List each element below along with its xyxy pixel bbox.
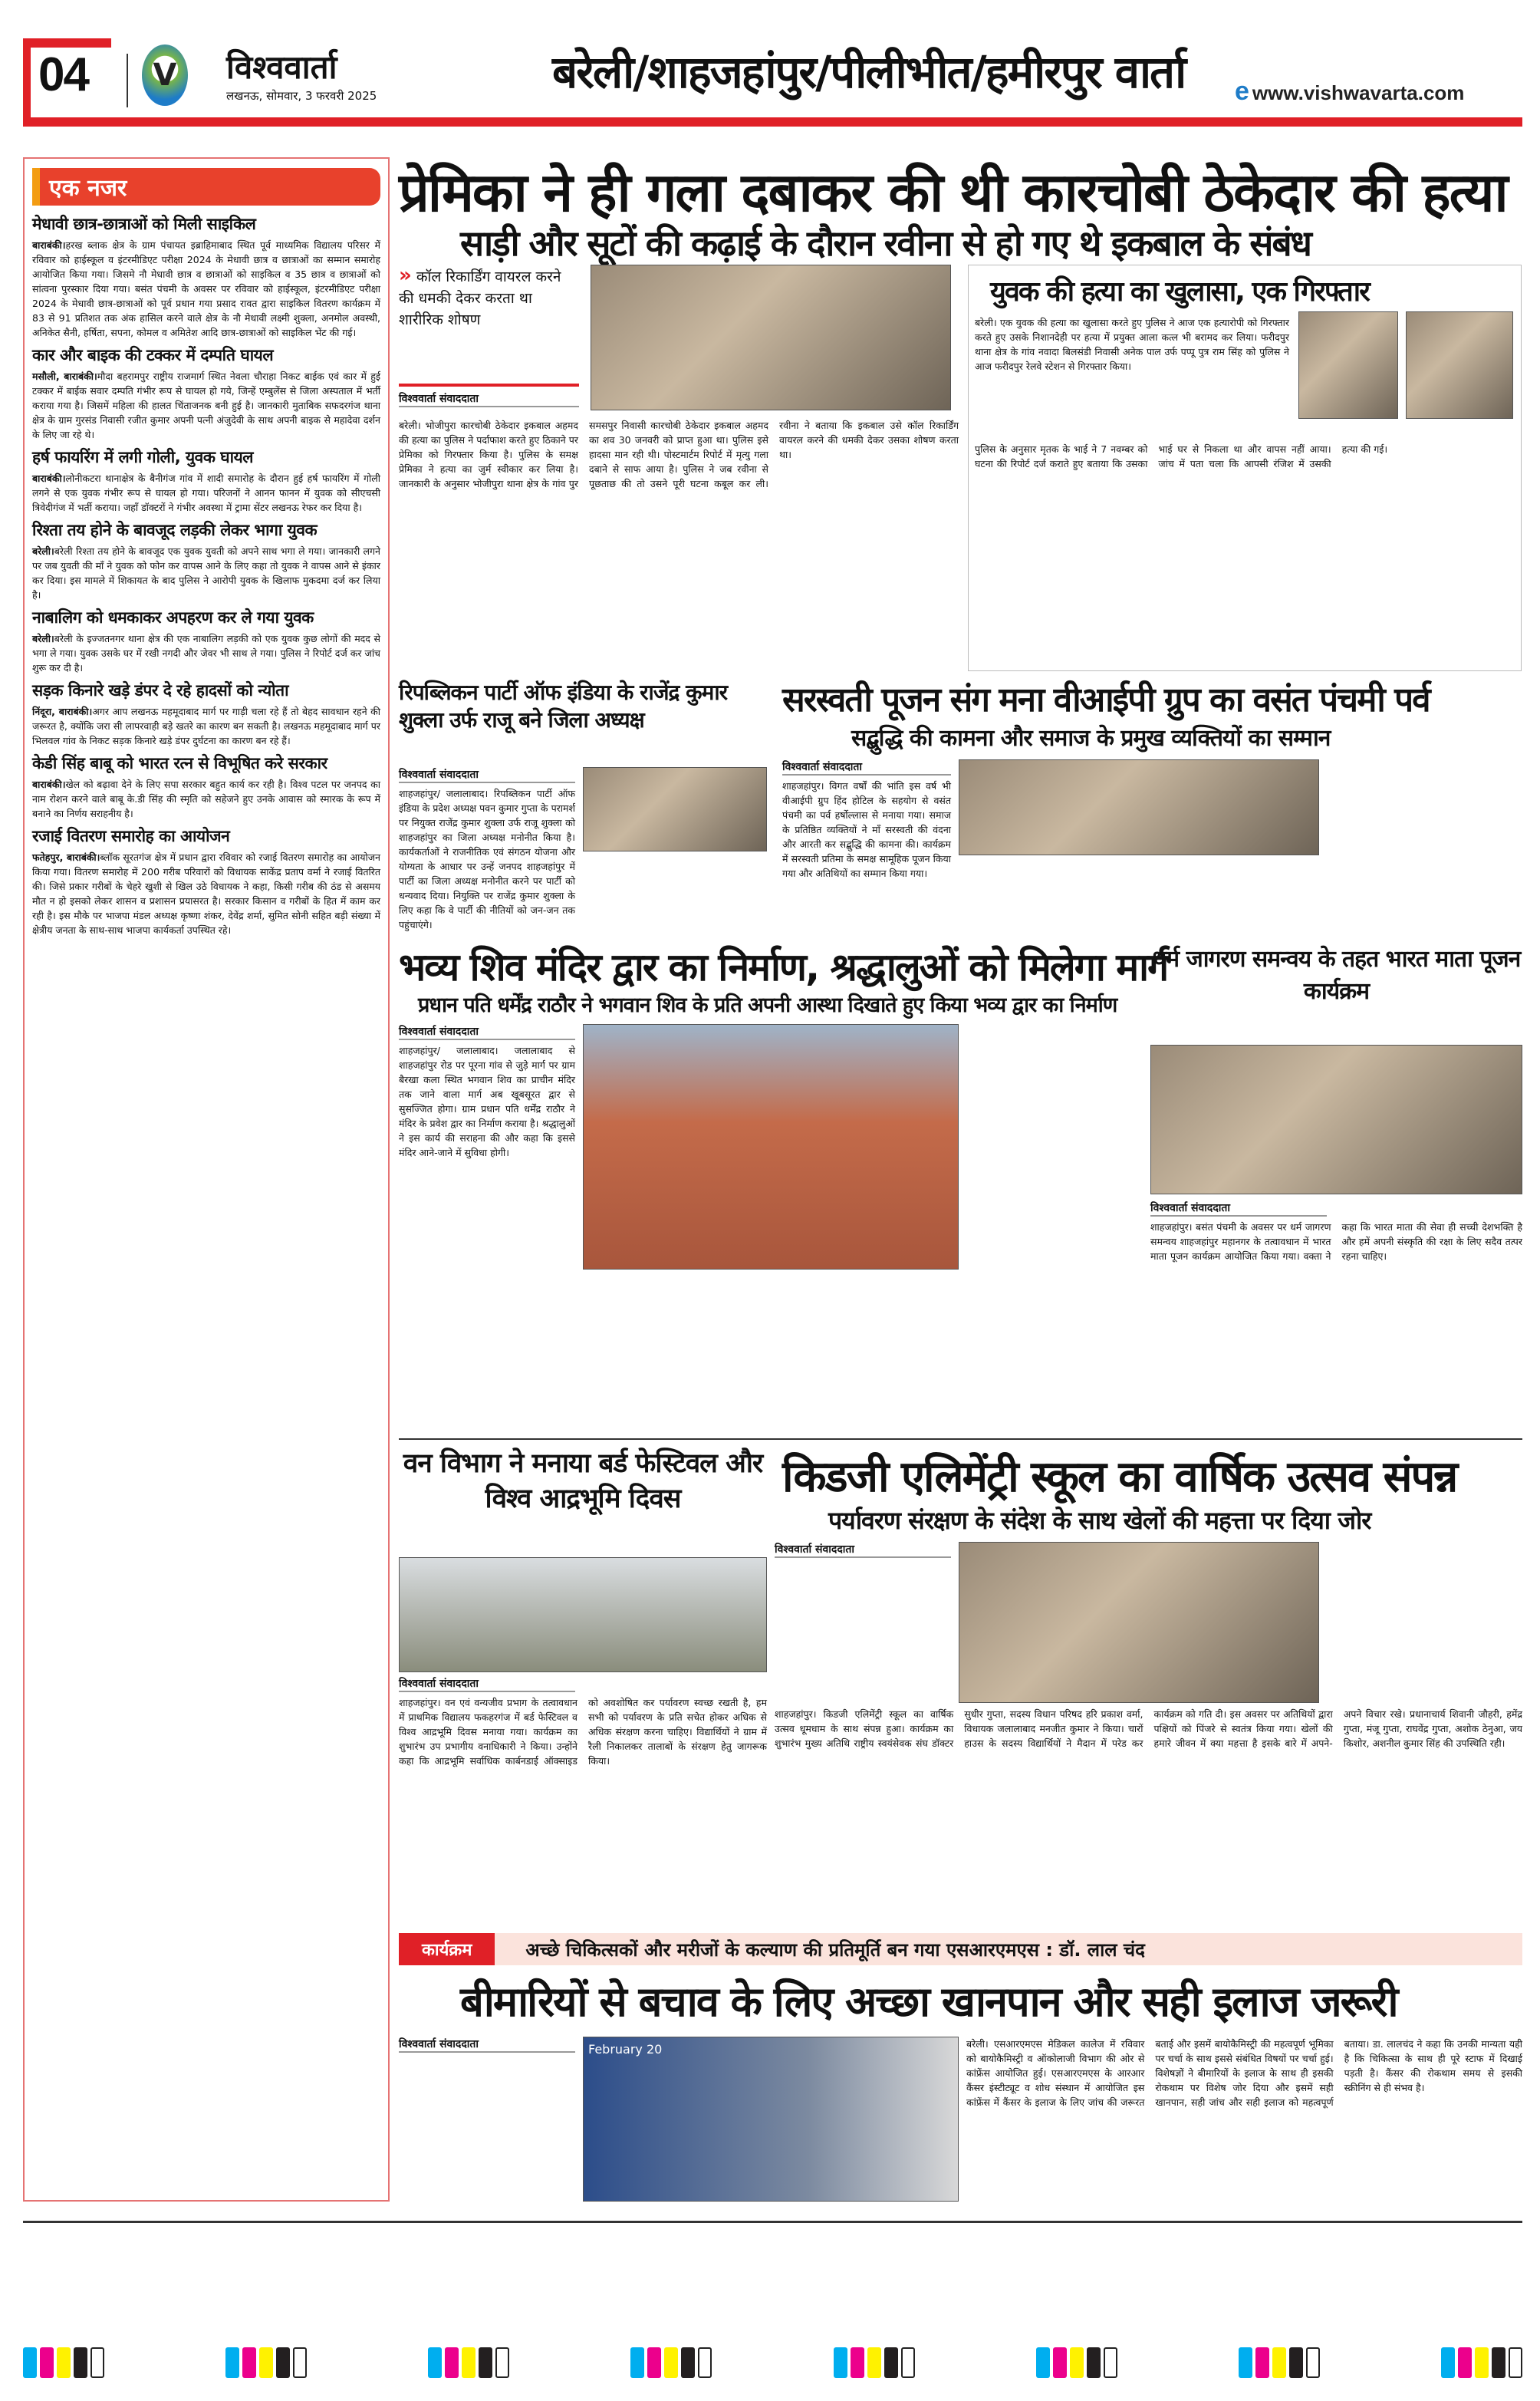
health-byline: विश्ववार्ता संवाददाता (399, 2037, 575, 2053)
cmyk-swatch-group (1441, 2347, 1522, 2378)
cmyk-swatch-group (1036, 2347, 1117, 2378)
color-swatch (1441, 2347, 1455, 2378)
health-body: बरेली। एसआरएमएस मेडिकल कालेज में रविवार को बायोकैमिस्ट्री व ऑकोलाजी विभाग की ओर से कांफ्रेंस आयोजित हुई। एसआरएमएस के आरआर कैंसर इंस्टीट्यूट व शोध संस्थान में आयोजित इस कांफ्रेंस में कैंसर के इलाज के लिए जांच की जरूरत बताई और इसमें बायोकैमिस्ट्री की महत्वपूर्ण भूमिका पर चर्चा के साथ इससे संबंधित विषयों पर चर्चा हुई। विशेषज्ञों ने बीमारियों के इलाज के साथ ही इसकी रोकथाम पर विशेष जोर दिया और इसमें सही खानपान, सही जांच और सही इलाज को महत्वपूर्ण बताया। डा. लालचंद ने कहा कि उनकी मान्यता यही है कि चिकित्सा के साथ ही पूरे स्टाफ में दिखाई पड़ती है। कैंसर की रोकथाम समय से इसकी स्क्रीनिंग से ही संभव है। (966, 2038, 1522, 2108)
brief-dateline: निंदूरा, बाराबंकी। (32, 706, 93, 717)
color-registration-bars (23, 2347, 1522, 2378)
ek-nazar-label: एक नजर (32, 168, 380, 206)
bird-headline: वन विभाग ने मनाया बर्ड फेस्टिवल और विश्व आद्रभूमि दिवस (403, 1448, 763, 1514)
bird-byline: विश्ववार्ता संवाददाता (399, 1676, 575, 1692)
color-swatch (1104, 2347, 1117, 2378)
website-link[interactable] (1235, 77, 1464, 107)
color-swatch (259, 2347, 273, 2378)
lead-kicker-text: कॉल रिकार्डिंग वायरल करने की धमकी देकर करता था शारीरिक शोषण (399, 268, 561, 328)
brief-text: खेल को बढ़ावा देने के लिए सपा सरकार बहुत कार्य कर रही है। विश्व पटल पर जनपद का नाम रोशन करने वाले बाबू के.डी सिंह की स्मृति को सहेजने हुए उनके आवास को स्मारक के रूप में बनाने का निर्णय सराहनीय है। (32, 779, 380, 819)
color-swatch (1255, 2347, 1269, 2378)
color-swatch (445, 2347, 459, 2378)
chevron-icon: » (399, 264, 412, 287)
color-swatch (225, 2347, 239, 2378)
murder-body: बरेली। एक युवक की हत्या का खुलासा करते हुए पुलिस ने आज एक हत्यारोपी को गिरफ्तार करते हुए उसके निशानदेही पर हत्या में प्रयुक्त आला कत्ल भी बरामद कर लिया। फरीदपुर थाना क्षेत्र के गांव नवादा बिलसंडी निवासी अनेक पाल उर्फ पप्पू पुत्र राम सिंह को पुलिस ने आज फरीदपुर रेलवे स्टेशन से गिरफ्तार किया। (975, 317, 1289, 372)
brief-body (32, 238, 380, 340)
color-swatch (1492, 2347, 1505, 2378)
brief-headline: सड़क किनारे खड़े डंपर दे रहे हादसों को न्योता (32, 681, 289, 700)
brief-dateline: बाराबंकी। (32, 779, 66, 790)
color-swatch (495, 2347, 509, 2378)
color-swatch (74, 2347, 87, 2378)
health-kicker-bar (399, 1933, 1522, 1965)
color-swatch (90, 2347, 104, 2378)
bird-photo (399, 1557, 767, 1672)
masthead-rule (23, 117, 1522, 127)
brief-text: अगर आप लखनऊ महमूदाबाद मार्ग पर गाड़ी चला रहे हैं तो बेहद सावधान रहने की जरूरत है, क्योंकि जरा सी लापरवाही बड़े खतरे का कारण बन सकती है। लखनऊ महमूदाबाद मार्ग पर भिलवल गांव के निकट सड़क किनारे खड़े डंपर दुर्घटना का कारण बन रहे हैं। (32, 706, 380, 746)
brief-text: ब्लॉक सूरतगंज क्षेत्र में प्रधान द्वारा रविवार को रजाई वितरण समारोह का आयोजन किया गया। वितरण समारोह में 200 गरीब परिवारों को विधायक साकेंद्र प्रताप वर्मा ने रजाई वितरित की। जिसे प्रकार गरीबों के चेहरे खुशी से खिल उठे विधायक ने कहा, किसी गरीब की ठंड से असमय मौत न हो इसको लेकर शासन व प्रशासन प्रयासरत है। सरकार किसान व गरीबों के हित में काम कर रही है। इस मौके पर भाजपा मंडल अध्यक्ष कृष्णा शंकर, देवेंद्र शर्मा, सुमित सोनी सहित बड़ी संख्या में क्षेत्रीय जनता के साथ-साथ भाजपा कार्यकर्ता उपस्थित रहे। (32, 851, 380, 936)
brief-body (32, 471, 380, 515)
brief-dateline: मसौली, बाराबंकी। (32, 371, 97, 382)
divider (399, 384, 579, 387)
color-swatch (647, 2347, 661, 2378)
brief-headline: हर्ष फायरिंग में लगी गोली, युवक घायल (32, 448, 254, 466)
kidzee-byline: विश्ववार्ता संवाददाता (775, 1542, 951, 1558)
dharm-body: शाहजहांपुर। बसंत पंचमी के अवसर पर धर्म जागरण समन्वय शाहजहांपुर महानगर के तत्वावधान में भारत माता पूजन कार्यक्रम आयोजित किया गया। वक्ता ने कहा कि भारत माता की सेवा ही सच्ची देशभक्ति है और हमें अपनी संस्कृति की रक्षा के लिए सदैव तत्पर रहना चाहिए। (1150, 1221, 1522, 1262)
divider (127, 54, 128, 107)
brief-headline: मेधावी छात्र-छात्राओं को मिली साइकिल (32, 215, 256, 233)
color-swatch (57, 2347, 71, 2378)
cmyk-swatch-group (834, 2347, 915, 2378)
brand-logo-icon: V (142, 44, 188, 106)
kidzee-body: शाहजहांपुर। किडजी एलिमेंट्री स्कूल का वार्षिक उत्सव धूमधाम के साथ संपन्न हुआ। कार्यक्रम का शुभारंभ मुख्य अतिथि राष्ट्रीय स्वयंसेवक संघ डॉक्टर सुधीर गुप्ता, सदस्य विधान परिषद हरि प्रकाश वर्मा, विधायक जलालाबाद मनजीत कुमार ने किया। चारों हाउस के सदस्य विद्यार्थियों ने मैदान में परेड कर कार्यक्रम को गति दी। इस अवसर पर अतिथियों द्वारा पक्षियों को पिंजरे से स्वतंत्र किया गया। खेलों की हमारे जीवन में क्या महत्ता है इसके बारे में अपने-अपने विचार रखे। प्रधानाचार्य शिवानी जौहरी, हमेंद्र गुप्ता, मंजू गुप्ता, राघवेंद्र गुप्ता, अशोक ठेनुआ, जय किशोर, अशनील कुमार सिंह की उपस्थिति रही। (775, 1708, 1522, 1749)
brief-dateline: बाराबंकी। (32, 473, 66, 484)
kidzee-headline: किडजी एलिमेंट्री स्कूल का वार्षिक उत्सव संपन्न (782, 1452, 1457, 1502)
brief-headline: केडी सिंह बाबू को भारत रत्न से विभूषित करे सरकार (32, 754, 327, 772)
cmyk-swatch-group (428, 2347, 509, 2378)
brief-headline: नाबालिग को धमकाकर अपहरण कर ले गया युवक (32, 608, 314, 627)
color-swatch (1036, 2347, 1050, 2378)
murder-headline: युवक की हत्या का खुलासा, एक गिरफ्तार (990, 276, 1369, 308)
rpi-body: शाहजहांपुर/ जलालाबाद। रिपब्लिकन पार्टी ऑफ इंडिया के प्रदेश अध्यक्ष पवन कुमार गुप्ता के परामर्श पर नियुक्त राजेंद्र कुमार शुक्ला उर्फ राजू शुक्ला को शाहजहांपुर का जिला अध्यक्ष मनोनीत किया है। कार्यकर्ताओं ने राजनीतिक एवं संगठन योजना और योग्यता के आधार पर उन्हें जनपद शाहजहांपुर में पार्टी का जिला अध्यक्ष मनोनीत करने पर पार्टी को धन्यवाद दिया। नियुक्ति पर राजेंद्र कुमार शुक्ला के लिए कहा कि वे पार्टी की नीतियों को जन-जन तक पहुंचाएंगे। (399, 788, 575, 930)
saraswati-subhead: सद्बुद्धि की कामना और समाज के प्रमुख व्यक्तियों का सम्मान (851, 725, 1331, 752)
masthead-frame-top (23, 38, 111, 48)
color-swatch (1239, 2347, 1252, 2378)
brand-name: विश्ववार्ता (226, 48, 337, 86)
dharm-headline: धर्म जागरण समन्वय के तहत भारत माता पूजन कार्यक्रम (1152, 946, 1521, 1005)
color-swatch (462, 2347, 475, 2378)
brief-dateline: फतेहपुर, बाराबंकी। (32, 851, 100, 863)
color-swatch (698, 2347, 712, 2378)
lead-kicker (399, 265, 579, 331)
brief-body (32, 777, 380, 821)
kidzee-photo (959, 1542, 1319, 1703)
brief-body (32, 631, 380, 675)
section-title: बरेली/शाहजहांपुर/पीलीभीत/हमीरपुर वार्ता (552, 46, 1186, 98)
temple-byline: विश्ववार्ता संवाददाता (399, 1024, 575, 1040)
bird-body: शाहजहांपुर। वन एवं वन्यजीव प्रभाग के तत्वावधान में प्राथमिक विद्यालय फकहरगंज में बर्ड फेस्टिवल व विश्व आद्रभूमि दिवस मनाया गया। कार्यक्रम का शुभारंभ उप प्रभागीय वनाधिकारी ने किया। उन्होंने कहा कि आद्रभूमि सर्वाधिक कार्बनडाई ऑक्साइड को अवशोषित कर पर्यावरण स्वच्छ रखती है, हम सभी को पर्यावरण के प्रति सचेत होकर अधिक से अधिक संरक्षण करना चाहिए। विद्यार्थियों ने ग्राम में रैली निकालकर तालाबों के संरक्षण हेतु जागरूक किया। (399, 1697, 767, 1767)
divider (399, 1438, 1522, 1440)
browser-icon: e (1235, 77, 1249, 106)
color-swatch (40, 2347, 54, 2378)
footer-rule (23, 2221, 1522, 2223)
brief-text: लोनीकटरा थानाक्षेत्र के बैनीगंज गांव में शादी समारोह के दौरान हुई हर्ष फायरिंग में गोली लगने से एक युवक गंभीर रूप से घायल हो गया। परिजनों ने आनन फानन में युवक को सीएचसी त्रिवेदीगंज में भर्ती कराया। जहाँ डॉक्टरों ने गंभीर अवस्था में ट्रामा सेंटर लखनऊ रेफर कर दिया है। (32, 473, 380, 513)
brief-headline: रजाई वितरण समारोह का आयोजन (32, 827, 230, 845)
color-swatch (1070, 2347, 1084, 2378)
color-swatch (293, 2347, 307, 2378)
color-swatch (851, 2347, 864, 2378)
color-swatch (834, 2347, 847, 2378)
color-swatch (681, 2347, 695, 2378)
color-swatch (23, 2347, 37, 2378)
health-photo (583, 2037, 959, 2202)
temple-headline: भव्य शिव मंदिर द्वार का निर्माण, श्रद्धालुओं को मिलेगा मार्ग (399, 945, 1168, 990)
rpi-photo (583, 767, 767, 851)
color-swatch (901, 2347, 915, 2378)
briefs-list (32, 213, 380, 937)
cmyk-swatch-group (225, 2347, 307, 2378)
brief-text: हरख ब्लाक क्षेत्र के ग्राम पंचायत इब्राहिमाबाद स्थित पूर्व माध्यमिक विद्यालय परिसर में रविवार को हाईस्कूल व इंटरमीडिएट परीक्षा 2024 के मेधावी छात्र व छात्राओं का सम्मान समारोह आयोजित किया गया। जिसमे नौ मेधावी छात्र व छात्राओं को साइकिल व 35 छात्र व छात्राओं को सांत्वना पुरस्कार दिया गया। बसंत पंचमी के अवसर पर रविवार को हाईस्कूल, इंटरमीडिएट परीक्षा 2024 के मेधावी छात्र-छात्राओं को पूर्व प्रधान गया प्रसाद रावत द्वारा साइकिल वितरण कार्यक्रम में 83 से 91 प्रतिशत तक अंक हासिल करने वाले क्षेत्र के नौ मेधावी लक्ष्मी शुक्ला, अनमोल अवस्थी, अनिकेत सैनी, हर्षिता, सपना, कोमल व अमितेश आदि छात्र-छात्राओं को साइकिल भेंट की गई। (32, 239, 380, 338)
color-swatch (1475, 2347, 1489, 2378)
byline-text: विश्ववार्ता संवाददाता (399, 391, 579, 407)
color-swatch (1306, 2347, 1320, 2378)
brief-text: बरेली के इज्जतनगर थाना क्षेत्र की एक नाबालिग लड़की को एक युवक कुछ लोगों की मदद से भगा ले गया। युवक उसके घर में रखी नगदी और जेवर भी साथ ले गया। पुलिस ने रिपोर्ट दर्ज कर जांच शुरू कर दी है। (32, 633, 380, 674)
color-swatch (1272, 2347, 1286, 2378)
brief-dateline: बरेली। (32, 633, 54, 644)
dharm-photo (1150, 1045, 1522, 1194)
murder-body-2: पुलिस के अनुसार मृतक के भाई ने 7 नवम्बर को घटना की रिपोर्ट दर्ज कराते हुए बताया कि उसका भाई घर से निकला था और वापस नहीं आया। जांच में पता चला कि आपसी रंजिश में उसकी हत्या की गई। (975, 443, 1388, 469)
kicker-text: अच्छे चिकित्सकों और मरीजों के कल्याण की प्रतिमूर्ति बन गया एसआरएमएस : डॉ. लाल चंद (525, 1938, 1145, 1961)
saraswati-byline: विश्ववार्ता संवाददाता (782, 759, 951, 776)
cmyk-swatch-group (23, 2347, 104, 2378)
color-swatch (1053, 2347, 1067, 2378)
temple-subhead: प्रधान पति धर्मेंद्र राठौर ने भगवान शिव के प्रति अपनी आस्था दिखाते हुए किया भव्य द्वार का निर्माण (418, 993, 1117, 1017)
health-headline: बीमारियों से बचाव के लिए अच्छा खानपान और सही इलाज जरूरी (460, 1978, 1397, 2026)
masthead-frame (23, 38, 31, 127)
color-swatch (1289, 2347, 1303, 2378)
lead-headline: प्रेमिका ने ही गला दबाकर की थी कारचोबी ठेकेदार की हत्या (399, 161, 1507, 224)
website-text: www.vishwavarta.com (1252, 81, 1465, 104)
lead-body: बरेली। भोजीपुरा कारचोबी ठेकेदार इकबाल अहमद की हत्या का पुलिस ने पर्दाफाश करते हुए ठिकाने पर प्रेमिका को गिरफ्तार किया है। पुलिस के समक्ष प्रेमिका ने हत्या का जुर्म स्वीकार कर लिया है। जानकारी के अनुसार भोजीपुरा थाना क्षेत्र के गांव पुर समसपुर निवासी कारचोबी ठेकेदार इकबाल अहमद का शव 30 जनवरी को प्राप्त हुआ था। पुलिस इसे हादसा मान रही थी। पोस्टमार्टम रिपोर्ट में मृत्यु गला दबाने से साफ आया है। पुलिस ने जब रवीना से पूछताछ की तो उसने पूरी घटना कबूल कर ली। रवीना ने बताया कि इकबाल उसे कॉल रिकार्डिंग वायरल करने की धमकी देकर उसका शोषण करता था। (399, 420, 959, 489)
temple-gate-photo (583, 1024, 959, 1270)
brief-headline: कार और बाइक की टक्कर में दम्पति घायल (32, 346, 274, 364)
brief-body (32, 369, 380, 442)
brief-body (32, 850, 380, 937)
color-swatch (867, 2347, 881, 2378)
dateline: लखनऊ, सोमवार, 3 फरवरी 2025 (226, 89, 377, 103)
rpi-headline: रिपब्लिकन पार्टी ऑफ इंडिया के राजेंद्र कुमार शुक्ला उर्फ राजू बने जिला अध्यक्ष (399, 680, 728, 733)
color-swatch (664, 2347, 678, 2378)
lead-subhead: साड़ी और सूटों की कढ़ाई के दौरान रवीना से हो गए थे इकबाल के संबंध (460, 222, 1311, 264)
color-swatch (276, 2347, 290, 2378)
kidzee-subhead: पर्यावरण संरक्षण के संदेश के साथ खेलों की महत्ता पर दिया जोर (828, 1506, 1371, 1535)
temple-body: शाहजहांपुर/ जलालाबाद। जलालाबाद से शाहजहांपुर रोड पर पूरना गांव से जुड़े मार्ग पर ग्राम बैरखा कला स्थित भगवान शिव का प्राचीन मंदिर तक जाने वाला मार्ग अब खूबसूरत द्वार से सुसज्जित होगा। ग्राम प्रधान पति धर्मेंद्र राठौर ने मंदिर के प्रवेश द्वार का निर्माण कराया है। श्रद्धालुओं ने इस कार्य की सराहना की और कहा कि इससे मंदिर आने-जाने में सुविधा होगी। (399, 1045, 575, 1158)
photo-caption: February 20 (588, 2042, 663, 2057)
brief-text: मौदा बहरामपुर राष्ट्रीय राजमार्ग स्थित नेवला चौराहा निकट बाईक एवं कार में हुई टक्कर में बाईक सवार दम्पति गंभीर रूप से घायल हो गये, जिन्हें एम्बुलेंस से जिला अस्पताल में भर्ती कराया गया है। जिसमें महिला की हालत चिंताजनक बनी हुई है। जानकारी मुताबिक सफदरगंज थाना क्षेत्र के ग्राम गुरसंड निवासी रजीत कुमार अपनी पत्नी अंजुदेवी के साथ अपनी बाइक से महादेवा दर्शन के लिए जा रहे थे। (32, 371, 380, 440)
kicker-label: कार्यक्रम (399, 1933, 495, 1965)
rpi-byline: विश्ववार्ता संवाददाता (399, 767, 575, 783)
brief-body (32, 544, 380, 602)
color-swatch (1087, 2347, 1101, 2378)
murder-photo (1406, 311, 1513, 419)
color-swatch (242, 2347, 256, 2378)
murder-photo (1298, 311, 1398, 419)
color-swatch (479, 2347, 492, 2378)
page-number: 04 (38, 48, 88, 101)
color-swatch (884, 2347, 898, 2378)
color-swatch (1458, 2347, 1472, 2378)
brief-headline: रिश्ता तय होने के बावजूद लड़की लेकर भागा युवक (32, 521, 318, 539)
ek-nazar-column (23, 157, 390, 2202)
brief-dateline: बरेली। (32, 545, 54, 557)
saraswati-headline: सरस्वती पूजन संग मना वीआईपी ग्रुप का वसंत पंचमी पर्व (782, 680, 1430, 720)
lead-byline (399, 391, 579, 410)
saraswati-photo (959, 759, 1319, 855)
saraswati-body: शाहजहांपुर। विगत वर्षों की भांति इस वर्ष भी वीआईपी ग्रुप हिंद होटिल के सहयोग से वसंत पंचमी का पर्व हर्षोल्लास से मनाया गया। समाज के प्रतिष्ठित व्यक्तियों ने माँ सरस्वती की वंदना और आरती कर सद्बुद्धि की कामना की। कार्यक्रम में सरस्वती प्रतिमा के समक्ष सामूहिक पूजन किया गया और अतिथियों का सम्मान किया गया। (782, 780, 951, 879)
lead-photo (591, 265, 951, 410)
brief-body (32, 704, 380, 748)
brief-dateline: बाराबंकी। (32, 239, 66, 251)
color-swatch (1509, 2347, 1522, 2378)
cmyk-swatch-group (1239, 2347, 1320, 2378)
cmyk-swatch-group (630, 2347, 712, 2378)
murder-box (968, 265, 1522, 671)
color-swatch (630, 2347, 644, 2378)
brief-text: बरेली रिश्ता तय होने के बावजूद एक युवक युवती को अपने साथ भगा ले गया। जानकारी लगने पर जब युवती की माँ ने युवक को फोन कर वापस आने के लिए कहा तो युवक ने वापस आने से इंकार कर दिया। इस मामले में शिकायत के बाद पुलिस ने आरोपी युवक के खिलाफ मुकदमा दर्ज कर लिया है। (32, 545, 380, 601)
dharm-byline: विश्ववार्ता संवाददाता (1150, 1200, 1327, 1217)
color-swatch (428, 2347, 442, 2378)
